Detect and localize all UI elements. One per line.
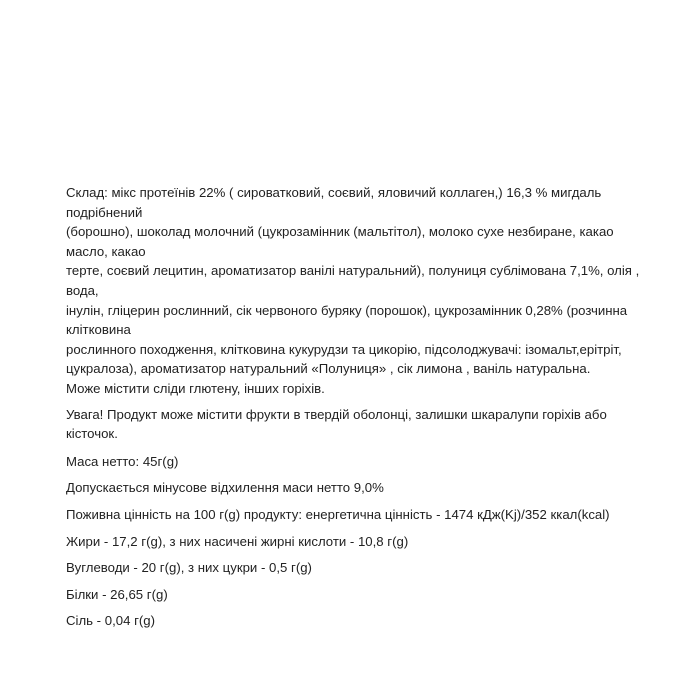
nutrition-carbs: Вуглеводи - 20 г(g), з них цукри - 0,5 г(g): [66, 560, 312, 576]
warning-text: Увага! Продукт може містити фрукти в твердій оболонці, залишки шкаралупи горіхів або кісточок.: [66, 406, 607, 442]
product-label-text: [66, 183, 656, 631]
nutrition-energy: Поживна цінність на 100 г(g) продукту: енергетична цінність - 1474 кДж(Kj)/352 ккал(kcal): [66, 506, 610, 522]
composition-line: (борошно), шоколад молочний (цукрозамінник (мальтітол), молоко сухе незбиране, какао масло, какао: [66, 224, 614, 259]
composition-line: рослинного походження, клітковина кукурудзи та цикорію, підсолоджувачі: ізомальт,ерітріт,: [66, 341, 622, 357]
nutrition-salt: Сіль - 0,04 г(g): [66, 613, 155, 629]
composition-line: інулін, гліцерин рослинний, сік червоного буряку (порошок), цукрозамінник 0,28% (розчинна клітковина: [66, 302, 628, 338]
composition-paragraph: [66, 183, 656, 399]
allergen-note: Може містити сліди глютену, інших горіхів.: [66, 380, 325, 396]
composition-line: терте, соєвий лецитин, ароматизатор ванілі натуральний), полуниця сублімована 7,1%, олія , вода,: [66, 263, 640, 298]
mass-tolerance: Допускається мінусове відхилення маси нетто 9,0%: [66, 480, 384, 496]
nutrition-fat: Жири - 17,2 г(g), з них насичені жирні кислоти - 10,8 г(g): [66, 533, 409, 549]
composition-line: цукралоза), ароматизатор натуральний «Полуниця» , сік лимона , ваніль натуральна.: [66, 361, 591, 377]
nutrition-protein: Білки - 26,65 г(g): [66, 586, 168, 602]
net-mass: Маса нетто: 45г(g): [66, 453, 179, 469]
composition-line: Склад: мікс протеїнів 22% ( сироватковий, соєвий, яловичий коллаген,) 16,3 % мигдаль подрібнений: [66, 185, 602, 220]
